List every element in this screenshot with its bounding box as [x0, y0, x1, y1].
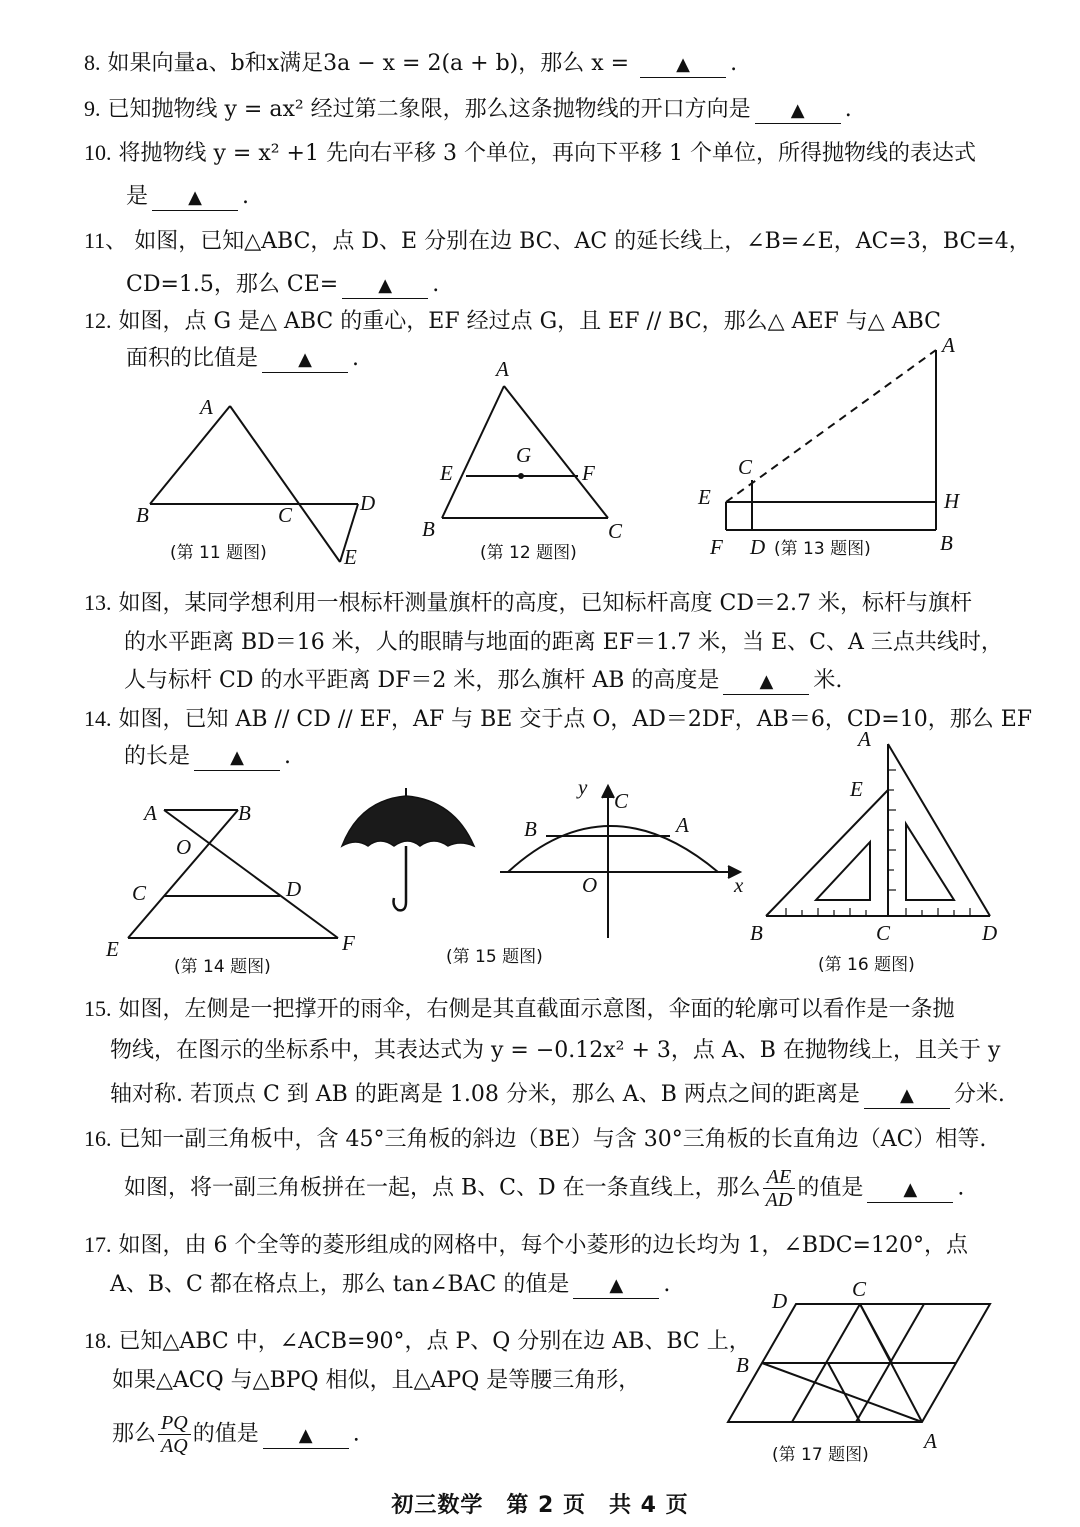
question-9: 9. 已知抛物线 y = ax² 经过第二象限，那么这条抛物线的开口方向是 ▲ . — [84, 96, 852, 122]
figure-16 — [746, 727, 1016, 980]
caption-fig16: (第 16 题图) — [818, 955, 915, 975]
question-12-line2: 面积的比值是 ▲ . — [126, 346, 360, 371]
label-F: F — [582, 461, 595, 485]
question-15: 15. 如图，左侧是一把撑开的雨伞，右侧是其直截面示意图，伞面的轮廓可以看作是一条抛 — [84, 996, 955, 1022]
centroid-G — [518, 473, 524, 479]
question-13-line2: 的水平距离 BD＝16 米，人的眼睛与地面的距离 EF＝1.7 米，当 E、C、A 三点共线时， — [124, 630, 1003, 655]
answer-blank[interactable]: ▲ — [152, 185, 238, 211]
fraction-AE-AD: $\frac{AE}{AD}$ — [763, 1166, 796, 1211]
answer-blank[interactable]: ▲ — [262, 347, 348, 373]
answer-blank[interactable]: ▲ — [864, 1083, 950, 1109]
label-A: A — [676, 813, 689, 837]
label-C: C — [278, 503, 293, 527]
label-B: B — [940, 531, 953, 555]
label-B: B — [238, 801, 251, 825]
label-H: H — [944, 489, 960, 513]
label-y: y — [578, 775, 588, 799]
label-E: E — [344, 545, 357, 569]
question-15-line3: 轴对称. 若顶点 C 到 AB 的距离是 1.08 分米，那么 A、B 两点之间的距离是 ▲ 分米. — [110, 1082, 1005, 1107]
label-A: A — [144, 801, 157, 825]
label-A: A — [942, 333, 955, 357]
question-13-line3: 人与标杆 CD 的水平距离 DF＝2 米，那么旗杆 AB 的高度是 ▲ 米. — [124, 668, 843, 693]
umbrella-picture — [342, 788, 474, 910]
question-13: 13. 如图，某同学想利用一根标杆测量旗杆的高度，已知标杆高度 CD＝2.7 米，标杆与旗杆 — [84, 590, 972, 616]
answer-blank[interactable]: ▲ — [723, 669, 809, 695]
question-12: 12. 如图，点 G 是△ ABC 的重心，EF 经过点 G，且 EF // BC，那么△ AEF 与△ ABC — [84, 308, 942, 334]
question-15-line2: 物线，在图示的坐标系中，其表达式为 y = −0.12x² + 3，点 A、B 在抛物线上，且关于 y — [110, 1038, 1001, 1063]
label-A: A — [200, 395, 213, 419]
page-footer: 初三数学 第 2 页 共 4 页 — [391, 1493, 689, 1518]
question-16-line2: 如图，将一副三角板拼在一起，点 B、C、D 在一条直线上，那么 $\frac{AE}{AD}$ 的值是 ▲ . — [124, 1166, 965, 1211]
figure-12 — [414, 356, 644, 576]
question-18: 18. 已知△ABC 中，∠ACB=90°，点 P、Q 分别在边 AB、BC 上， — [84, 1328, 751, 1354]
question-11: 11、 如图，已知△ABC，点 D、E 分别在边 BC、AC 的延长线上，∠B=∠E，AC=3，BC=4， — [84, 228, 1031, 254]
question-10: 10. 将抛物线 y = x² +1 先向右平移 3 个单位，再向下平移 1 个单位，所得抛物线的表达式 — [84, 140, 976, 166]
question-17: 17. 如图，由 6 个全等的菱形组成的网格中，每个小菱形的边长均为 1，∠BDC=120°，点 — [84, 1232, 968, 1258]
answer-blank[interactable]: ▲ — [342, 273, 428, 299]
label-x: x — [734, 873, 744, 897]
caption-fig13: (第 13 题图) — [774, 539, 871, 559]
figure-11 — [130, 392, 390, 582]
question-11-line2: CD=1.5，那么 CE= ▲ . — [126, 272, 440, 297]
figure-14 — [100, 796, 370, 986]
answer-blank[interactable]: ▲ — [573, 1273, 659, 1299]
label-B: B — [136, 503, 149, 527]
label-B: B — [422, 517, 435, 541]
label-G: G — [516, 443, 532, 467]
label-C: C — [608, 519, 623, 543]
label-B: B — [750, 921, 763, 945]
question-18-line3: 那么 $\frac{PQ}{AQ}$ 的值是 ▲ . — [112, 1412, 360, 1457]
label-C: C — [614, 789, 629, 813]
label-C: C — [132, 881, 147, 905]
label-A: A — [924, 1429, 937, 1453]
question-16: 16. 已知一副三角板中，含 45°三角板的斜边（BE）与含 30°三角板的长直角边（AC）相等. — [84, 1126, 987, 1152]
label-E: E — [106, 937, 119, 961]
caption-fig14: (第 14 题图) — [174, 957, 271, 977]
answer-blank[interactable]: ▲ — [755, 98, 841, 124]
question-18-line2: 如果△ACQ 与△BPQ 相似，且△APQ 是等腰三角形， — [112, 1368, 641, 1393]
label-C: C — [738, 455, 753, 479]
answer-blank[interactable]: ▲ — [640, 52, 726, 78]
label-D: D — [750, 535, 766, 559]
fraction-PQ-AQ: $\frac{PQ}{AQ}$ — [158, 1412, 191, 1457]
label-C: C — [876, 921, 891, 945]
caption-fig11: (第 11 题图) — [170, 543, 267, 563]
label-E: E — [850, 777, 863, 801]
answer-blank[interactable]: ▲ — [194, 745, 280, 771]
caption-fig17: (第 17 题图) — [772, 1445, 869, 1465]
label-D: D — [286, 877, 302, 901]
answer-blank[interactable]: ▲ — [263, 1423, 349, 1449]
question-10-line2: 是 ▲ . — [126, 184, 250, 209]
figure-17 — [724, 1278, 1004, 1474]
answer-blank[interactable]: ▲ — [867, 1177, 953, 1203]
caption-fig12: (第 12 题图) — [480, 543, 577, 563]
label-C: C — [852, 1277, 867, 1301]
label-A: A — [496, 357, 509, 381]
label-D: D — [982, 921, 998, 945]
label-B: B — [736, 1353, 749, 1377]
label-E: E — [698, 485, 711, 509]
figure-13 — [690, 332, 980, 572]
label-B: B — [524, 817, 537, 841]
label-O: O — [582, 873, 598, 897]
label-E: E — [440, 461, 453, 485]
label-D: D — [360, 491, 376, 515]
question-17-line2: A、B、C 都在格点上，那么 tan∠BAC 的值是 ▲ . — [110, 1272, 671, 1297]
question-8: 8. 如果向量a、b和x满足3a − x = 2(a + b)，那么 x = ▲ . — [84, 50, 738, 76]
question-14-line2: 的长是 ▲ . — [124, 744, 292, 769]
label-O: O — [176, 835, 192, 859]
figure-15 — [336, 774, 766, 974]
label-F: F — [710, 535, 723, 559]
caption-fig15: (第 15 题图) — [446, 947, 543, 967]
label-D: D — [772, 1289, 788, 1313]
label-A: A — [858, 727, 871, 751]
question-14: 14. 如图，已知 AB // CD // EF，AF 与 BE 交于点 O，AD＝2DF，AB＝6，CD=10，那么 EF — [84, 706, 1033, 732]
ruler-ticks — [786, 770, 970, 916]
label-F: F — [342, 931, 355, 955]
